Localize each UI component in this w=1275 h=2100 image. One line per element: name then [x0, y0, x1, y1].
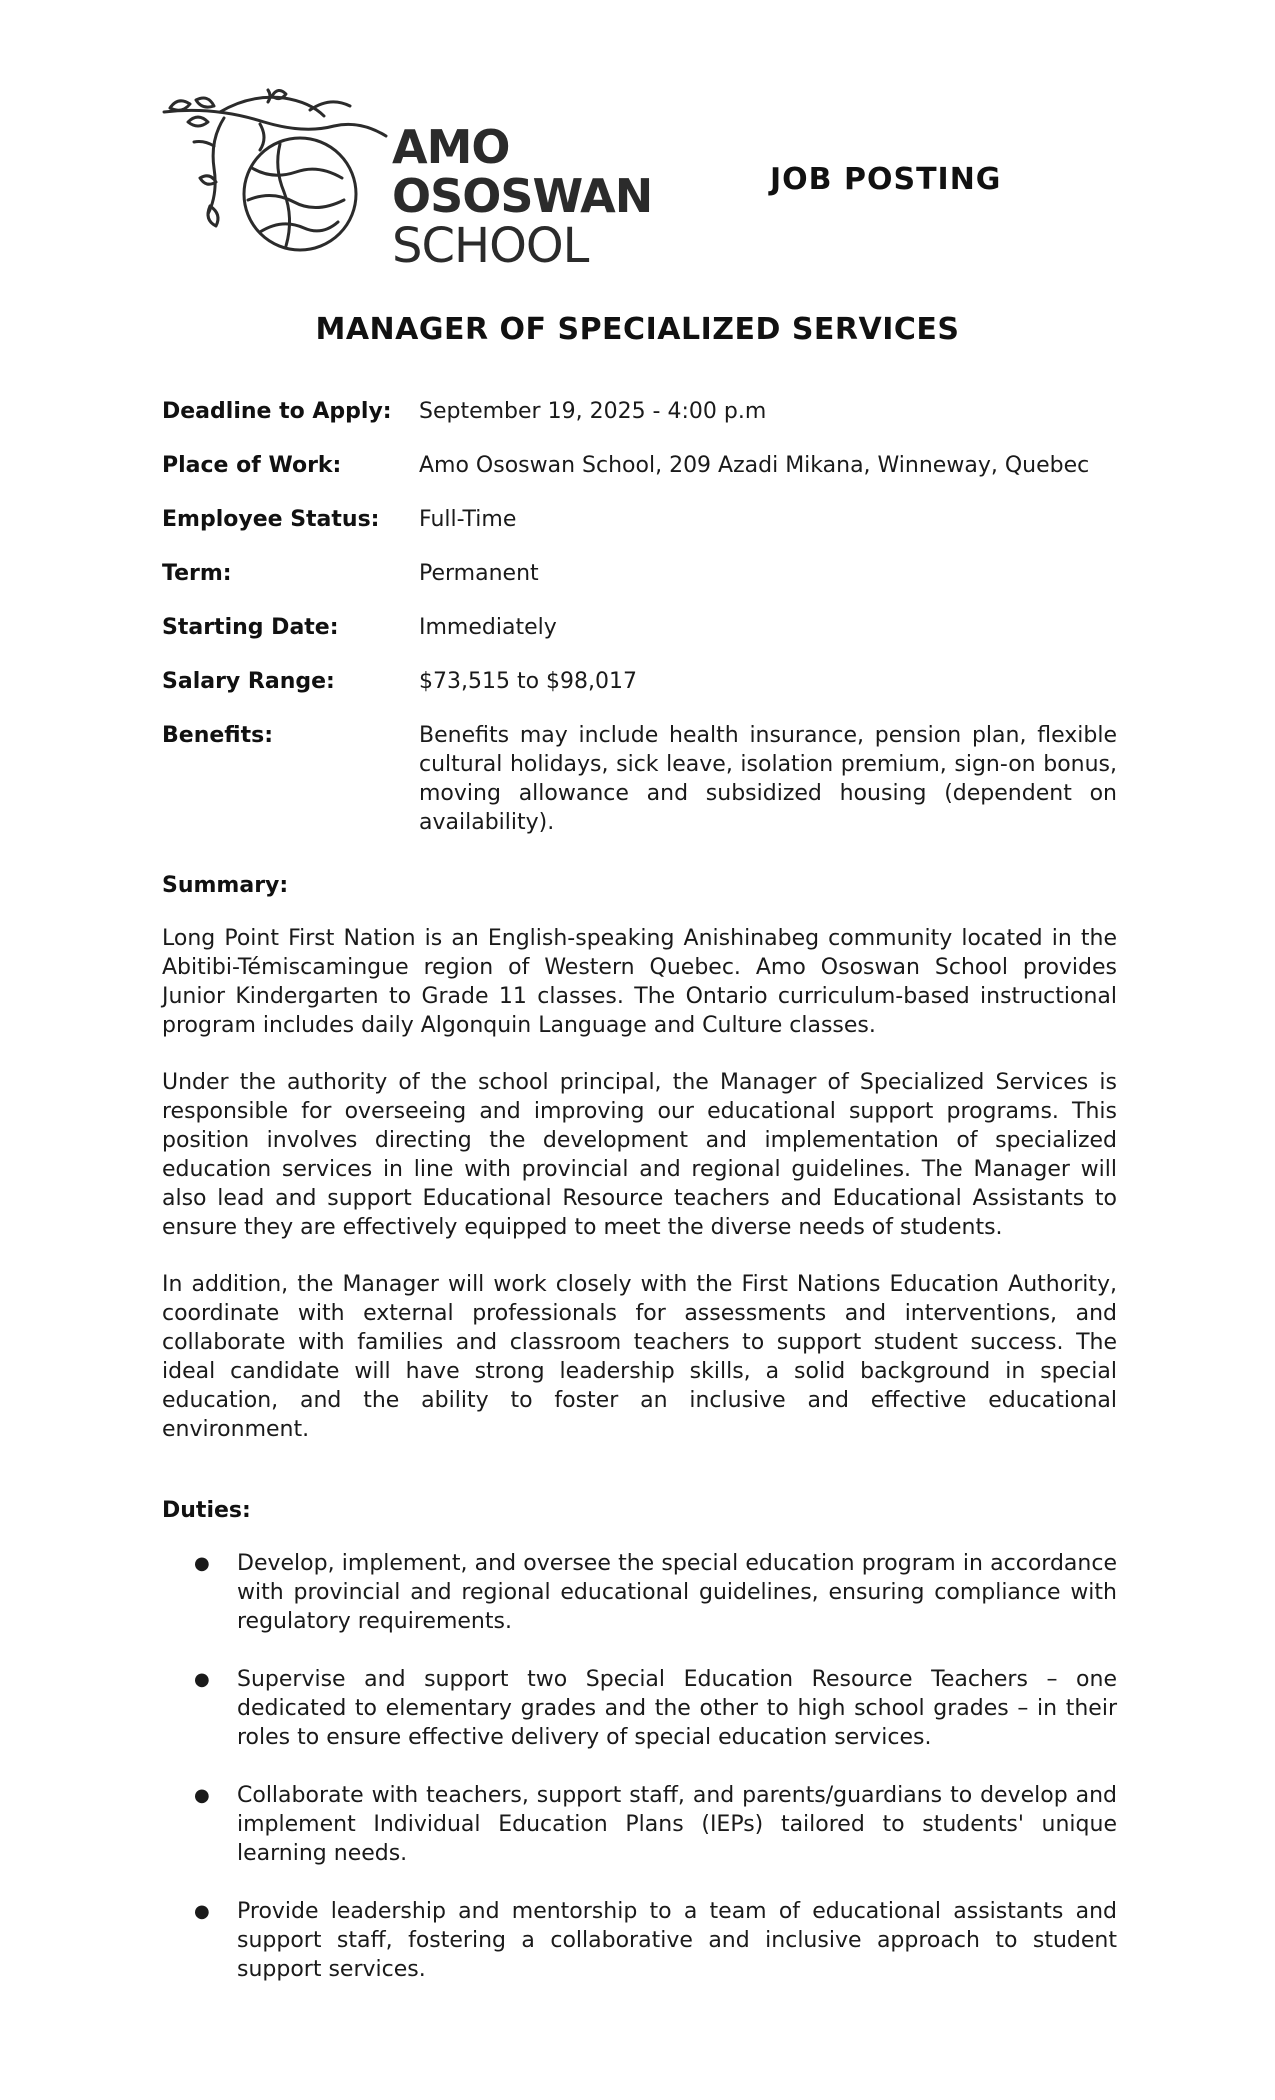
bullet-icon: ●: [194, 1901, 210, 1922]
bullet-icon: ●: [194, 1785, 210, 1806]
posting-body: [162, 871, 1117, 2013]
detail-label: Place of Work:: [162, 453, 342, 478]
duty-text: Supervise and support two Special Education Resource Teachers – one dedicated to elementary grades and the other to high school grades – in their roles to ensure effective delivery of special education services.: [237, 1667, 1117, 1750]
detail-value: Full-Time: [419, 507, 517, 532]
duty-text: Develop, implement, and oversee the special education program in accordance with provincial and regional educational guidelines, ensuring compliance with regulatory requirements.: [237, 1551, 1117, 1634]
duties-heading: Duties:: [162, 1498, 251, 1523]
detail-value: September 19, 2025 - 4:00 p.m: [419, 399, 767, 424]
detail-label: Benefits:: [162, 723, 273, 748]
summary-paragraph: In addition, the Manager will work closely with the First Nations Education Authority, coordinate with external professionals for assessments and interventions, and collaborate with families and classroom teachers to support student success. The ideal candidate will have strong leadership skills, a solid background in special education, and the ability to foster an inclusive and effective educational environment.: [162, 1272, 1117, 1442]
detail-row-start: [162, 613, 1117, 642]
school-name: [392, 120, 653, 274]
list-item: [162, 1781, 1117, 1868]
detail-label: Salary Range:: [162, 669, 335, 694]
detail-row-status: [162, 505, 1117, 534]
job-details: [162, 397, 1117, 862]
detail-label: Employee Status:: [162, 507, 380, 532]
detail-row-benefits: [162, 721, 1117, 837]
detail-value: Immediately: [419, 615, 557, 640]
summary-heading: Summary:: [162, 873, 289, 898]
detail-value: Benefits may include health insurance, pension plan, flexible cultural holidays, sick leave, isolation premium, sign-on bonus, moving allowance and subsidized housing (dependent on availability).: [419, 723, 1117, 835]
detail-value: $73,515 to $98,017: [419, 669, 638, 694]
list-item: [162, 1897, 1117, 1984]
bullet-icon: ●: [194, 1669, 210, 1690]
duty-text: Provide leadership and mentorship to a team of educational assistants and support staff, fostering a collaborative and inclusive approach to student support services.: [237, 1899, 1117, 1982]
bullet-icon: ●: [194, 1553, 210, 1574]
duties-list: [162, 1549, 1117, 1984]
detail-row-term: [162, 559, 1117, 588]
detail-label: Deadline to Apply:: [162, 399, 392, 424]
summary-paragraph: Under the authority of the school principal, the Manager of Specialized Services is responsible for overseeing and improving our educational support programs. This position involves directing the development and implementation of specialized education services in line with provincial and regional guidelines. The Manager will also lead and support Educational Resource teachers and Educational Assistants to ensure they are effectively equipped to meet the diverse needs of students.: [162, 1070, 1117, 1240]
school-name-line: AMO: [392, 120, 510, 174]
detail-label: Starting Date:: [162, 615, 339, 640]
tree-globe-icon: [160, 88, 390, 258]
school-name-line: OSOSWAN: [392, 169, 653, 223]
school-name-line: SCHOOL: [392, 218, 589, 274]
duty-text: Collaborate with teachers, support staff, and parents/guardians to develop and implement Individual Education Plans (IEPs) tailored to students' unique learning needs.: [237, 1783, 1117, 1866]
detail-value: Permanent: [419, 561, 539, 586]
detail-label: Term:: [162, 561, 232, 586]
doc-type-label: JOB POSTING: [770, 162, 1002, 197]
detail-value: Amo Ososwan School, 209 Azadi Mikana, Winneway, Quebec: [419, 453, 1090, 478]
school-logo: [160, 88, 653, 274]
detail-row-place: [162, 451, 1117, 480]
detail-row-deadline: [162, 397, 1117, 426]
page-title: MANAGER OF SPECIALIZED SERVICES: [315, 312, 960, 347]
list-item: [162, 1665, 1117, 1752]
detail-row-salary: [162, 667, 1117, 696]
list-item: [162, 1549, 1117, 1636]
summary-paragraph: Long Point First Nation is an English-speaking Anishinabeg community located in the Abitibi-Témiscamingue region of Western Quebec. Amo Ososwan School provides Junior Kindergarten to Grade 11 classes. The Ontario curriculum-based instructional program includes daily Algonquin Language and Culture classes.: [162, 926, 1117, 1038]
